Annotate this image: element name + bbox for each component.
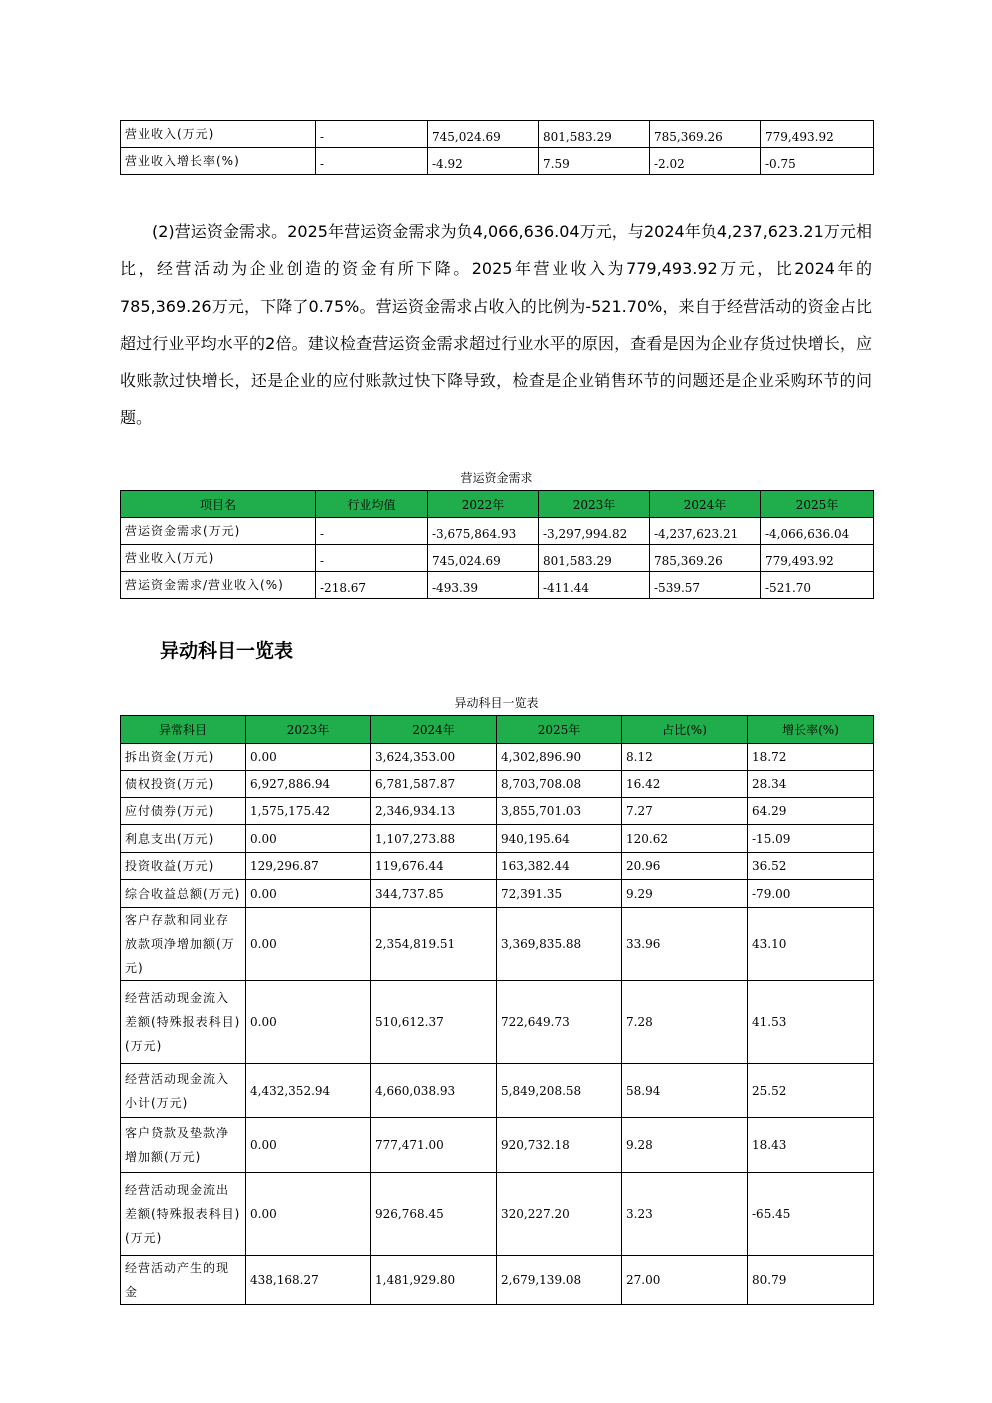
cell: -4,066,636.04	[761, 518, 874, 545]
cell: 163,382.44	[497, 853, 622, 880]
cell: 3.23	[622, 1173, 748, 1256]
cell: 27.00	[622, 1256, 748, 1305]
column-header: 2023年	[539, 491, 650, 518]
cell: 4,432,352.94	[246, 1064, 371, 1118]
cell: 6,927,886.94	[246, 771, 371, 798]
cell: 7.59	[539, 148, 650, 175]
cell: 43.10	[748, 908, 874, 981]
cell: 3,624,353.00	[371, 744, 497, 771]
cell: 1,107,273.88	[371, 825, 497, 853]
working-capital-table	[120, 490, 874, 599]
cell: 129,296.87	[246, 853, 371, 880]
cell: -539.57	[650, 572, 761, 599]
table-row	[121, 1256, 874, 1305]
table-row	[121, 744, 874, 771]
cell: -	[316, 545, 428, 572]
row-label: 客户存款和同业存放款项净增加额(万元)	[121, 908, 246, 981]
section-heading: 异动科目一览表	[160, 640, 294, 662]
column-header: 2022年	[428, 491, 539, 518]
column-header: 2024年	[650, 491, 761, 518]
table-row	[121, 518, 874, 545]
cell: 926,768.45	[371, 1173, 497, 1256]
cell: -521.70	[761, 572, 874, 599]
cell: 785,369.26	[650, 121, 761, 148]
cell: -65.45	[748, 1173, 874, 1256]
cell: 58.94	[622, 1064, 748, 1118]
row-label: 债权投资(万元)	[121, 771, 246, 798]
column-header: 行业均值	[316, 491, 428, 518]
cell: -2.02	[650, 148, 761, 175]
cell: 18.72	[748, 744, 874, 771]
table-row	[121, 121, 874, 148]
cell: 801,583.29	[539, 121, 650, 148]
table-caption: 营运资金需求	[460, 471, 533, 485]
row-label: 经营活动产生的现金	[121, 1256, 246, 1305]
cell: 80.79	[748, 1256, 874, 1305]
cell: 0.00	[246, 825, 371, 853]
cell: 344,737.85	[371, 880, 497, 908]
row-label: 利息支出(万元)	[121, 825, 246, 853]
row-label: 营运资金需求(万元)	[121, 518, 316, 545]
cell: 940,195.64	[497, 825, 622, 853]
row-label: 拆出资金(万元)	[121, 744, 246, 771]
paragraph-text: (2)营运资金需求。2025年营运资金需求为负4,066,636.04万元，与2024年负4,237,623.21万元相比，经营活动为企业创造的资金有所下降。2025年营业收入为779,493.92万元，比2024年的785,369.26万元，下降了0.75%。营运资金需求占收入的比例为-521.70%，来自于经营活动的资金占比超过行业平均水平的2倍。建议检查营运资金需求超过行业水平的原因，查看是因为企业存货过快增长，应收账款过快增长，还是企业的应付账款过快下降导致，检查是企业销售环节的问题还是企业采购环节的问题。	[120, 222, 872, 428]
cell: 7.28	[622, 981, 748, 1064]
table-row	[121, 981, 874, 1064]
cell: 801,583.29	[539, 545, 650, 572]
table-row	[121, 908, 874, 981]
row-label: 经营活动现金流出差额(特殊报表科目)(万元)	[121, 1173, 246, 1256]
column-header: 占比(%)	[622, 716, 748, 744]
cell: 2,679,139.08	[497, 1256, 622, 1305]
cell: 36.52	[748, 853, 874, 880]
table-row	[121, 825, 874, 853]
column-header: 项目名	[121, 491, 316, 518]
row-label: 应付债券(万元)	[121, 798, 246, 825]
revenue-table	[120, 120, 874, 175]
cell: -3,675,864.93	[428, 518, 539, 545]
cell: 4,660,038.93	[371, 1064, 497, 1118]
cell: 41.53	[748, 981, 874, 1064]
cell: -411.44	[539, 572, 650, 599]
column-header: 2025年	[761, 491, 874, 518]
row-label: 营业收入(万元)	[121, 545, 316, 572]
table-row	[121, 1064, 874, 1118]
cell: 920,732.18	[497, 1118, 622, 1173]
table-header-row	[121, 491, 874, 518]
cell: 0.00	[246, 880, 371, 908]
cell: 0.00	[246, 744, 371, 771]
cell: 745,024.69	[428, 121, 539, 148]
cell: 0.00	[246, 908, 371, 981]
cell: 33.96	[622, 908, 748, 981]
table-row	[121, 880, 874, 908]
cell: -15.09	[748, 825, 874, 853]
cell: 510,612.37	[371, 981, 497, 1064]
column-header: 异常科目	[121, 716, 246, 744]
cell: -4.92	[428, 148, 539, 175]
cell: 120.62	[622, 825, 748, 853]
cell: 119,676.44	[371, 853, 497, 880]
cell: 4,302,896.90	[497, 744, 622, 771]
analysis-paragraph	[120, 213, 872, 437]
cell: 779,493.92	[761, 121, 874, 148]
cell: 3,369,835.88	[497, 908, 622, 981]
row-label: 投资收益(万元)	[121, 853, 246, 880]
column-header: 2024年	[371, 716, 497, 744]
anomaly-table	[120, 715, 874, 1305]
cell: -	[316, 121, 428, 148]
row-label: 客户贷款及垫款净增加额(万元)	[121, 1118, 246, 1173]
row-label: 经营活动现金流入差额(特殊报表科目)(万元)	[121, 981, 246, 1064]
cell: 9.29	[622, 880, 748, 908]
cell: -	[316, 518, 428, 545]
cell: 0.00	[246, 1173, 371, 1256]
cell: 18.43	[748, 1118, 874, 1173]
table-row	[121, 1118, 874, 1173]
cell: 64.29	[748, 798, 874, 825]
cell: 438,168.27	[246, 1256, 371, 1305]
cell: 2,354,819.51	[371, 908, 497, 981]
cell: -218.67	[316, 572, 428, 599]
cell: 320,227.20	[497, 1173, 622, 1256]
cell: 0.00	[246, 1118, 371, 1173]
table-header-row	[121, 716, 874, 744]
cell: -3,297,994.82	[539, 518, 650, 545]
table-row	[121, 572, 874, 599]
cell: 1,575,175.42	[246, 798, 371, 825]
cell: 8.12	[622, 744, 748, 771]
cell: 722,649.73	[497, 981, 622, 1064]
row-label: 营业收入增长率(%)	[121, 148, 316, 175]
table-row	[121, 853, 874, 880]
row-label: 经营活动现金流入小计(万元)	[121, 1064, 246, 1118]
table-row	[121, 798, 874, 825]
table-row	[121, 148, 874, 175]
cell: 745,024.69	[428, 545, 539, 572]
cell: 3,855,701.03	[497, 798, 622, 825]
cell: 6,781,587.87	[371, 771, 497, 798]
cell: 2,346,934.13	[371, 798, 497, 825]
table-row	[121, 545, 874, 572]
cell: 5,849,208.58	[497, 1064, 622, 1118]
cell: 9.28	[622, 1118, 748, 1173]
table-row	[121, 771, 874, 798]
cell: 20.96	[622, 853, 748, 880]
row-label: 营业收入(万元)	[121, 121, 316, 148]
column-header: 2025年	[497, 716, 622, 744]
cell: -4,237,623.21	[650, 518, 761, 545]
column-header: 2023年	[246, 716, 371, 744]
column-header: 增长率(%)	[748, 716, 874, 744]
cell: 785,369.26	[650, 545, 761, 572]
cell: -	[316, 148, 428, 175]
cell: 16.42	[622, 771, 748, 798]
cell: 0.00	[246, 981, 371, 1064]
cell: 28.34	[748, 771, 874, 798]
cell: 8,703,708.08	[497, 771, 622, 798]
cell: 72,391.35	[497, 880, 622, 908]
cell: -79.00	[748, 880, 874, 908]
cell: 779,493.92	[761, 545, 874, 572]
cell: -493.39	[428, 572, 539, 599]
cell: -0.75	[761, 148, 874, 175]
table-caption: 异动科目一览表	[454, 696, 539, 710]
row-label: 营运资金需求/营业收入(%)	[121, 572, 316, 599]
row-label: 综合收益总额(万元)	[121, 880, 246, 908]
cell: 7.27	[622, 798, 748, 825]
cell: 777,471.00	[371, 1118, 497, 1173]
cell: 25.52	[748, 1064, 874, 1118]
cell: 1,481,929.80	[371, 1256, 497, 1305]
table-row	[121, 1173, 874, 1256]
